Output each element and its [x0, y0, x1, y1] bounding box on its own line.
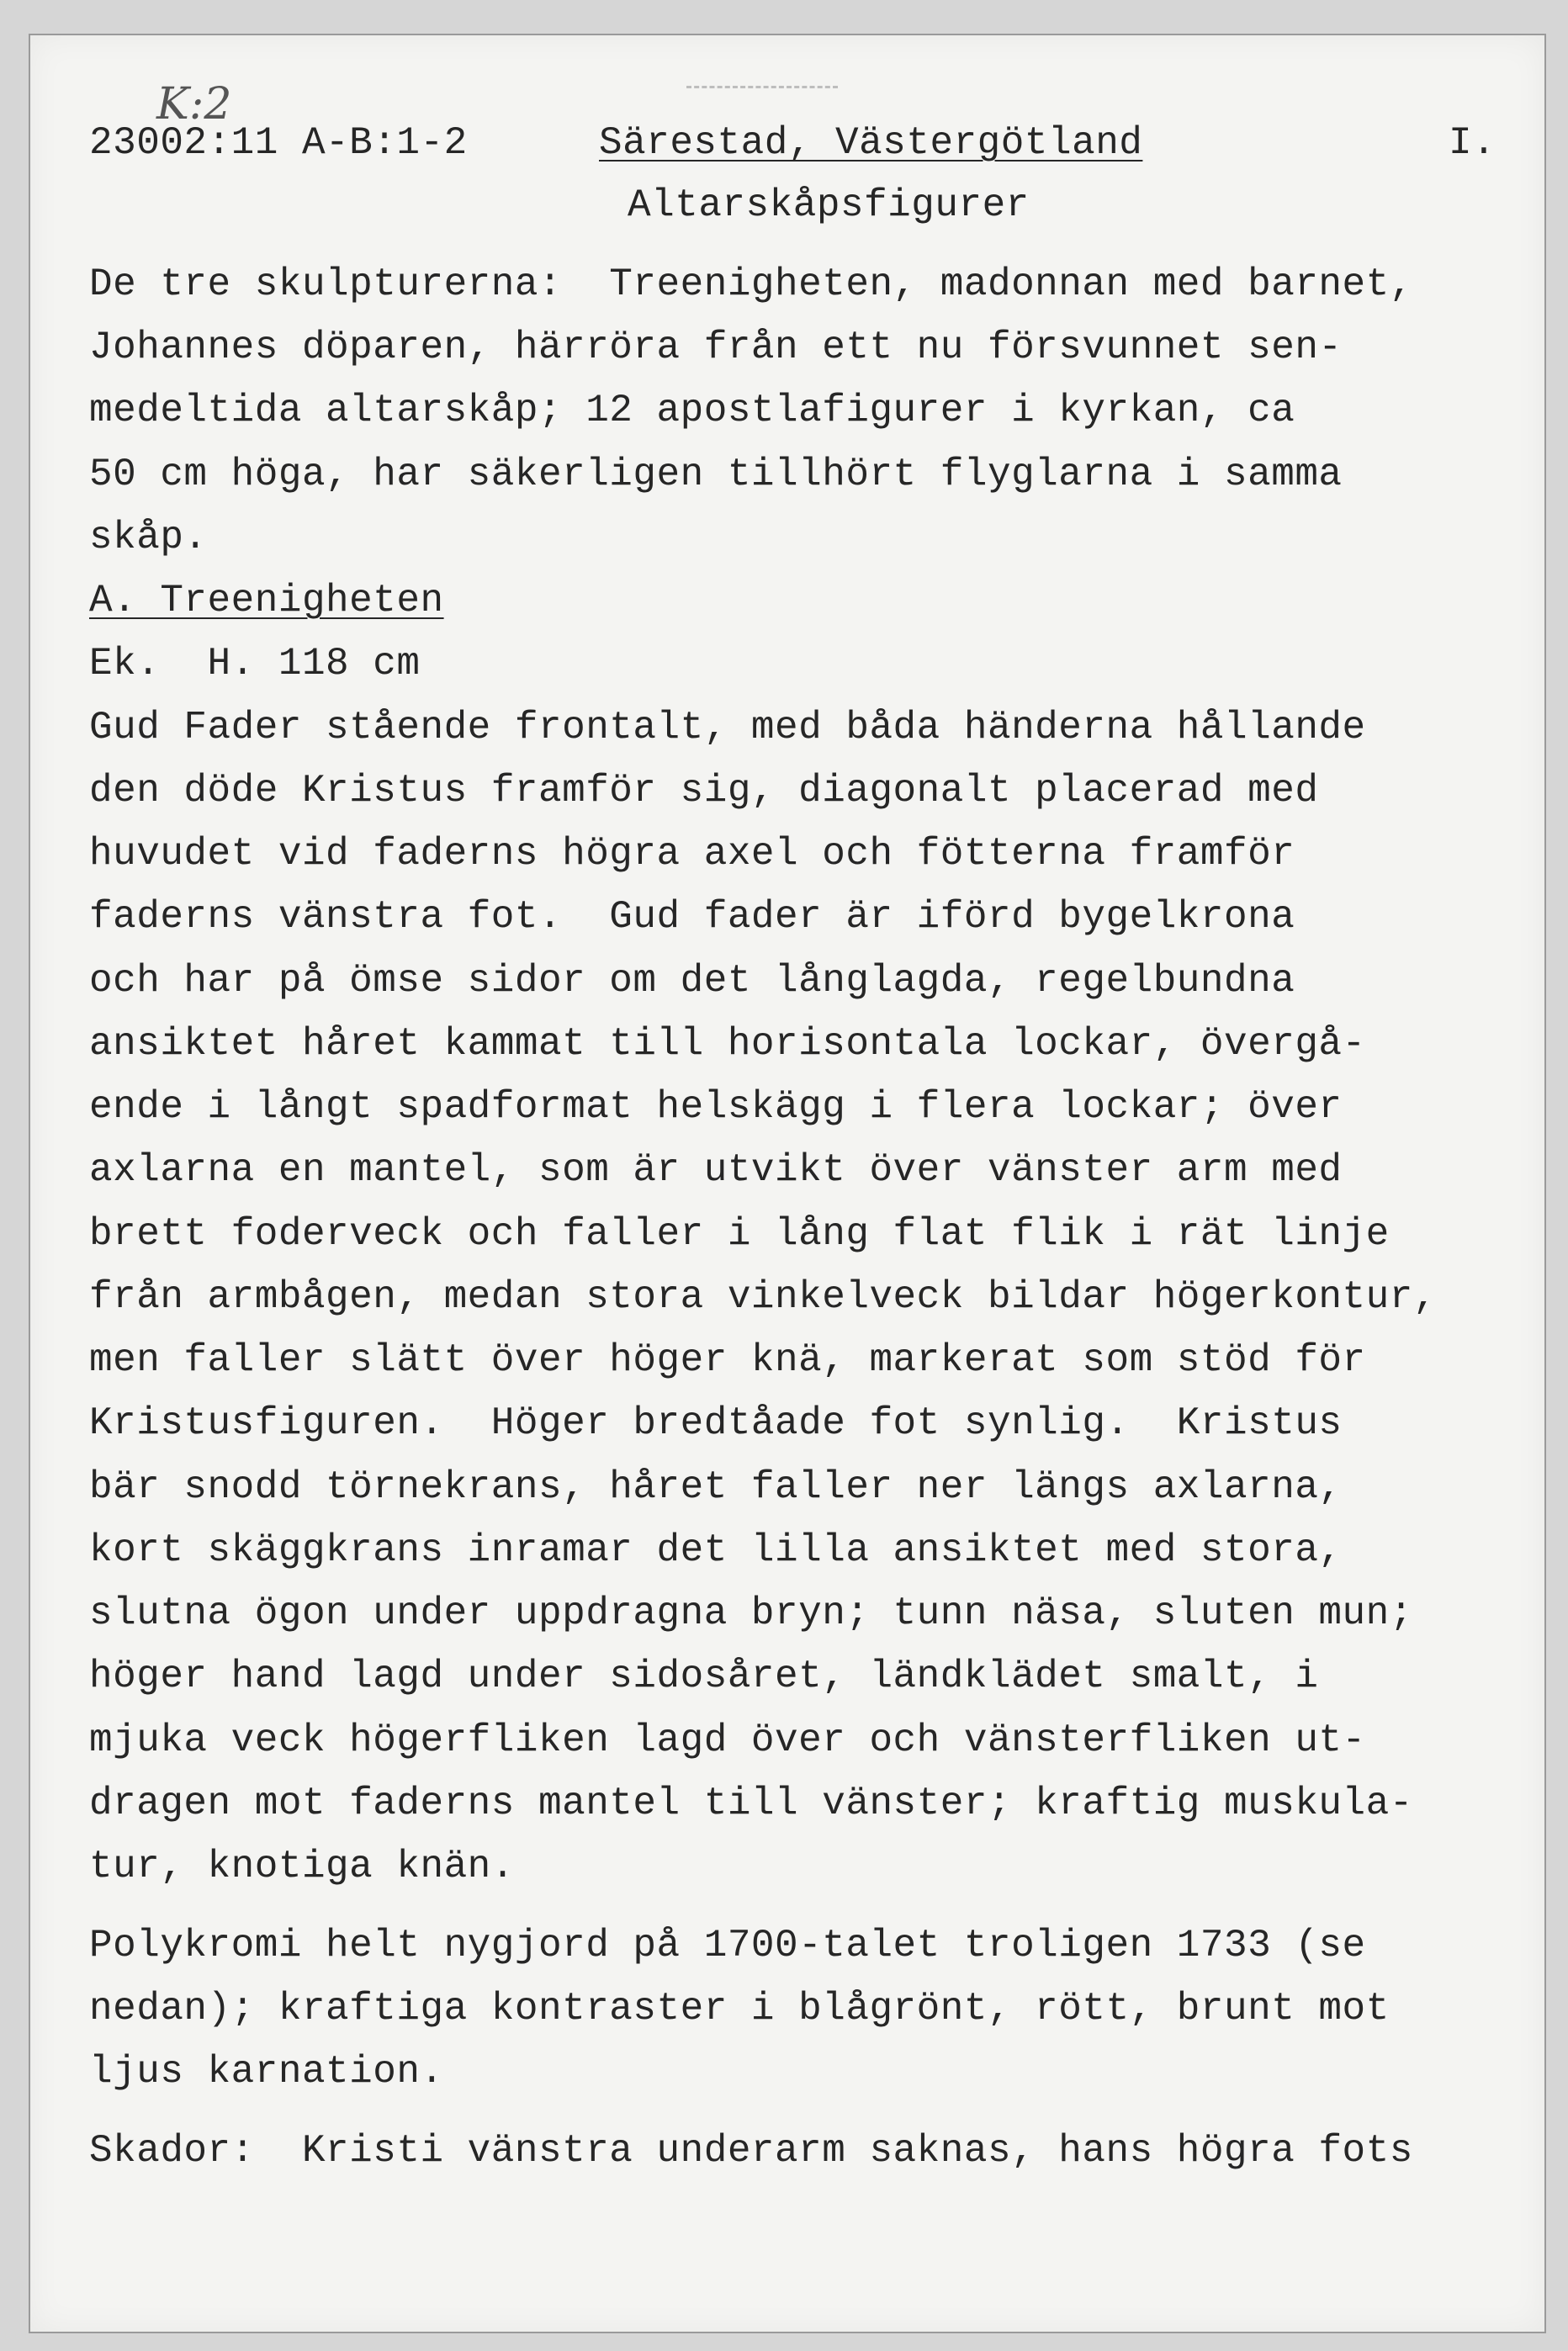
body-line: Polykromi helt nygjord på 1700-talet troligen 1733 (se	[89, 1924, 1366, 1967]
body-line: 50 cm höga, har säkerligen tillhört flyglarna i samma	[89, 453, 1343, 496]
inventory-number: 23002:11 A-B:1-2	[89, 121, 468, 165]
body-line: ansiktet håret kammat till horisontala lockar, övergå-	[89, 1022, 1366, 1066]
handwritten-mark: K:2	[156, 79, 232, 130]
body-line: nedan); kraftiga kontraster i blågrönt, rött, brunt mot	[89, 1987, 1390, 2031]
body-line: axlarna en mantel, som är utvikt över vänster arm med	[89, 1148, 1343, 1192]
body-line: från armbågen, medan stora vinkelveck bildar högerkontur,	[89, 1275, 1437, 1319]
faint-stamp-mark	[686, 86, 838, 90]
body-line: huvudet vid faderns högra axel och fötterna framför	[89, 832, 1295, 876]
sheet-number: I.	[1449, 121, 1496, 165]
body-line: brett foderveck och faller i lång flat flik i rät linje	[89, 1212, 1390, 1256]
body-line: tur, knotiga knän.	[89, 1845, 515, 1888]
body-line: faderns vänstra fot. Gud fader är iförd bygelkrona	[89, 895, 1295, 939]
body-line: och har på ömse sidor om det långlagda, regelbundna	[89, 959, 1295, 1003]
body-line: skåp.	[89, 516, 208, 559]
body-line: kort skäggkrans inramar det lilla ansiktet med stora,	[89, 1528, 1343, 1572]
body-line: De tre skulpturerna: Treenigheten, madonnan med barnet,	[89, 262, 1413, 306]
material-dimension: Ek. H. 118 cm	[89, 642, 421, 686]
section-heading: A. Treenigheten	[89, 579, 444, 622]
body-line: Kristusfiguren. Höger bredtåade fot synlig. Kristus	[89, 1401, 1343, 1445]
body-line: dragen mot faderns mantel till vänster; kraftig muskula-	[89, 1782, 1413, 1825]
body-line: Gud Fader stående frontalt, med båda händerna hållande	[89, 706, 1366, 749]
body-line: mjuka veck högerfliken lagd över och vänsterfliken ut-	[89, 1718, 1366, 1762]
location-heading: Särestad, Västergötland	[599, 121, 1143, 165]
body-line: bär snodd törnekrans, håret faller ner längs axlarna,	[89, 1465, 1343, 1509]
body-line: den döde Kristus framför sig, diagonalt placerad med	[89, 769, 1319, 813]
catalog-card	[29, 34, 1546, 2333]
body-line: medeltida altarskåp; 12 apostlafigurer i kyrkan, ca	[89, 389, 1295, 432]
body-line: ljus karnation.	[89, 2050, 444, 2094]
body-line: höger hand lagd under sidosåret, ländklädet smalt, i	[89, 1655, 1319, 1698]
body-line: ende i långt spadformat helskägg i flera lockar; över	[89, 1085, 1343, 1129]
body-line: slutna ögon under uppdragna bryn; tunn näsa, sluten mun;	[89, 1591, 1413, 1635]
body-line: Johannes döparen, härröra från ett nu försvunnet sen-	[89, 326, 1343, 369]
body-line: men faller slätt över höger knä, markerat som stöd för	[89, 1338, 1366, 1382]
body-line: Skador: Kristi vänstra underarm saknas, hans högra fots	[89, 2129, 1413, 2173]
subtitle: Altarskåpsfigurer	[628, 183, 1030, 227]
